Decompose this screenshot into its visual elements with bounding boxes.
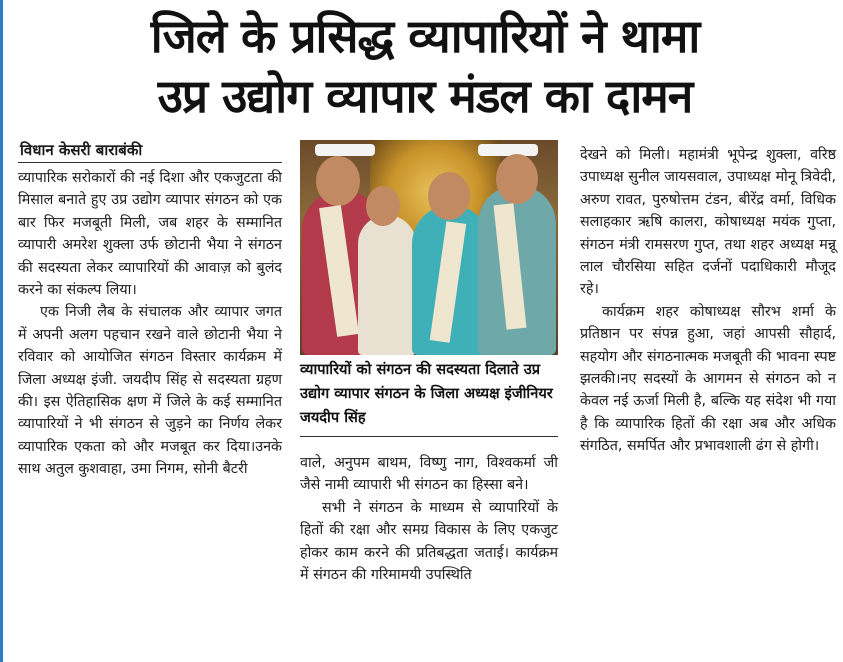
photo-caption: व्यापारियों को संगठन की सदस्यता दिलाते उप्र उद्योग व्यापार संगठन के जिला अध्यक्ष इंजीनियर जयदीप सिंह bbox=[300, 358, 558, 437]
column-3-paragraph-1: देखने को मिली। महामंत्री भूपेन्द्र शुक्ला, वरिष्ठ उपाध्यक्ष सुनील जायसवाल, उपाध्यक्ष मोनू त्रिवेदी, अरुण रावत, पुरुषोत्तम टंडन, बीरेंद्र वर्मा, विधिक सलाहकार ऋषि कालरा, कोषाध्यक्ष मयंक गुप्ता, संगठन मंत्री रामसरण गुप्त, तथा शहर अध्यक्ष मन्नू लाल चौरसिया सहित दर्जनों पदाधिकारी मौजूद रहे। bbox=[580, 147, 836, 298]
photo-head-1 bbox=[316, 156, 360, 206]
article-column-2 bbox=[300, 452, 558, 586]
photo-head-3 bbox=[428, 172, 470, 220]
photo-head-2 bbox=[366, 186, 400, 226]
news-photo bbox=[300, 140, 558, 355]
photo-light-left bbox=[315, 144, 375, 156]
column-3-paragraph-2: कार्यक्रम शहर कोषाध्यक्ष सौरभ शर्मा के प्रतिष्ठान पर संपन्न हुआ, जहां आपसी सौहार्द, सहयोग और संगठनात्मक मजबूती की भावना स्पष्ट झलकी।नए सदस्यों के आगमन से संगठन को न केवल नई ऊर्जा मिली है, बल्कि यह संदेश भी गया है कि व्यापारिक हितों की रक्षा अब और अधिक संगठित, समर्पित और प्रभावशाली ढंग से होगी। bbox=[580, 303, 836, 455]
byline: विधान केसरी बाराबंकी bbox=[18, 138, 282, 163]
column-2-paragraph-2: सभी ने संगठन के माध्यम से व्यापारियों के हितों की रक्षा और समग्र विकास के लिए एकजुट होकर काम करने की प्रतिबद्धता जताई। कार्यक्रम में संगठन की गरिमामयी उपस्थिति bbox=[300, 499, 558, 584]
photo-light-right bbox=[478, 144, 538, 156]
column-2-paragraph-1: वाले, अनुपम बाथम, विष्णु नाग, विश्वकर्मा जी जैसे नामी व्यापारी भी संगठन का हिस्सा बने। bbox=[300, 455, 558, 494]
article-column-3 bbox=[580, 144, 836, 458]
column-1-paragraph-1: व्यापारिक सरोकारों की नई दिशा और एकजुटता की मिसाल बनाते हुए उप्र उद्योग व्यापार संगठन को एक बार फिर मजबूती मिली, जब शहर के सम्मानित व्यापारी अमरेश शुक्ला उर्फ छोटानी भैया ने संगठन की सदस्यता लेकर व्यापारियों की आवाज़ को बुलंद करने का संकल्प लिया। bbox=[18, 170, 282, 299]
headline-line-1: जिले के प्रसिद्ध व्यापारियों ने थामा bbox=[150, 9, 700, 63]
column-1-paragraph-2: एक निजी लैब के संचालक और व्यापार जगत में अपनी अलग पहचान रखने वाले छोटानी भैया ने रविवार को आयोजित संगठन विस्तार कार्यक्रम में जिला अध्यक्ष इंजी. जयदीप सिंह से सदस्यता ग्रहण की। इस ऐतिहासिक क्षण में जिले के कई सम्मानित व्यापारियों ने भी संगठन से जुड़ने का निर्णय लेकर व्यापारिक एकता को और मजबूत कर दिया।उनके साथ अतुल कुशवाहा, उमा निगम, सोनी बैटरी bbox=[18, 304, 282, 478]
headline-line-2: उप्र उद्योग व्यापार मंडल का दामन bbox=[157, 69, 693, 123]
photo-head-4 bbox=[496, 154, 538, 204]
photo-person-2 bbox=[358, 215, 416, 355]
article-column-1 bbox=[18, 138, 282, 481]
left-accent-rule bbox=[0, 0, 3, 662]
